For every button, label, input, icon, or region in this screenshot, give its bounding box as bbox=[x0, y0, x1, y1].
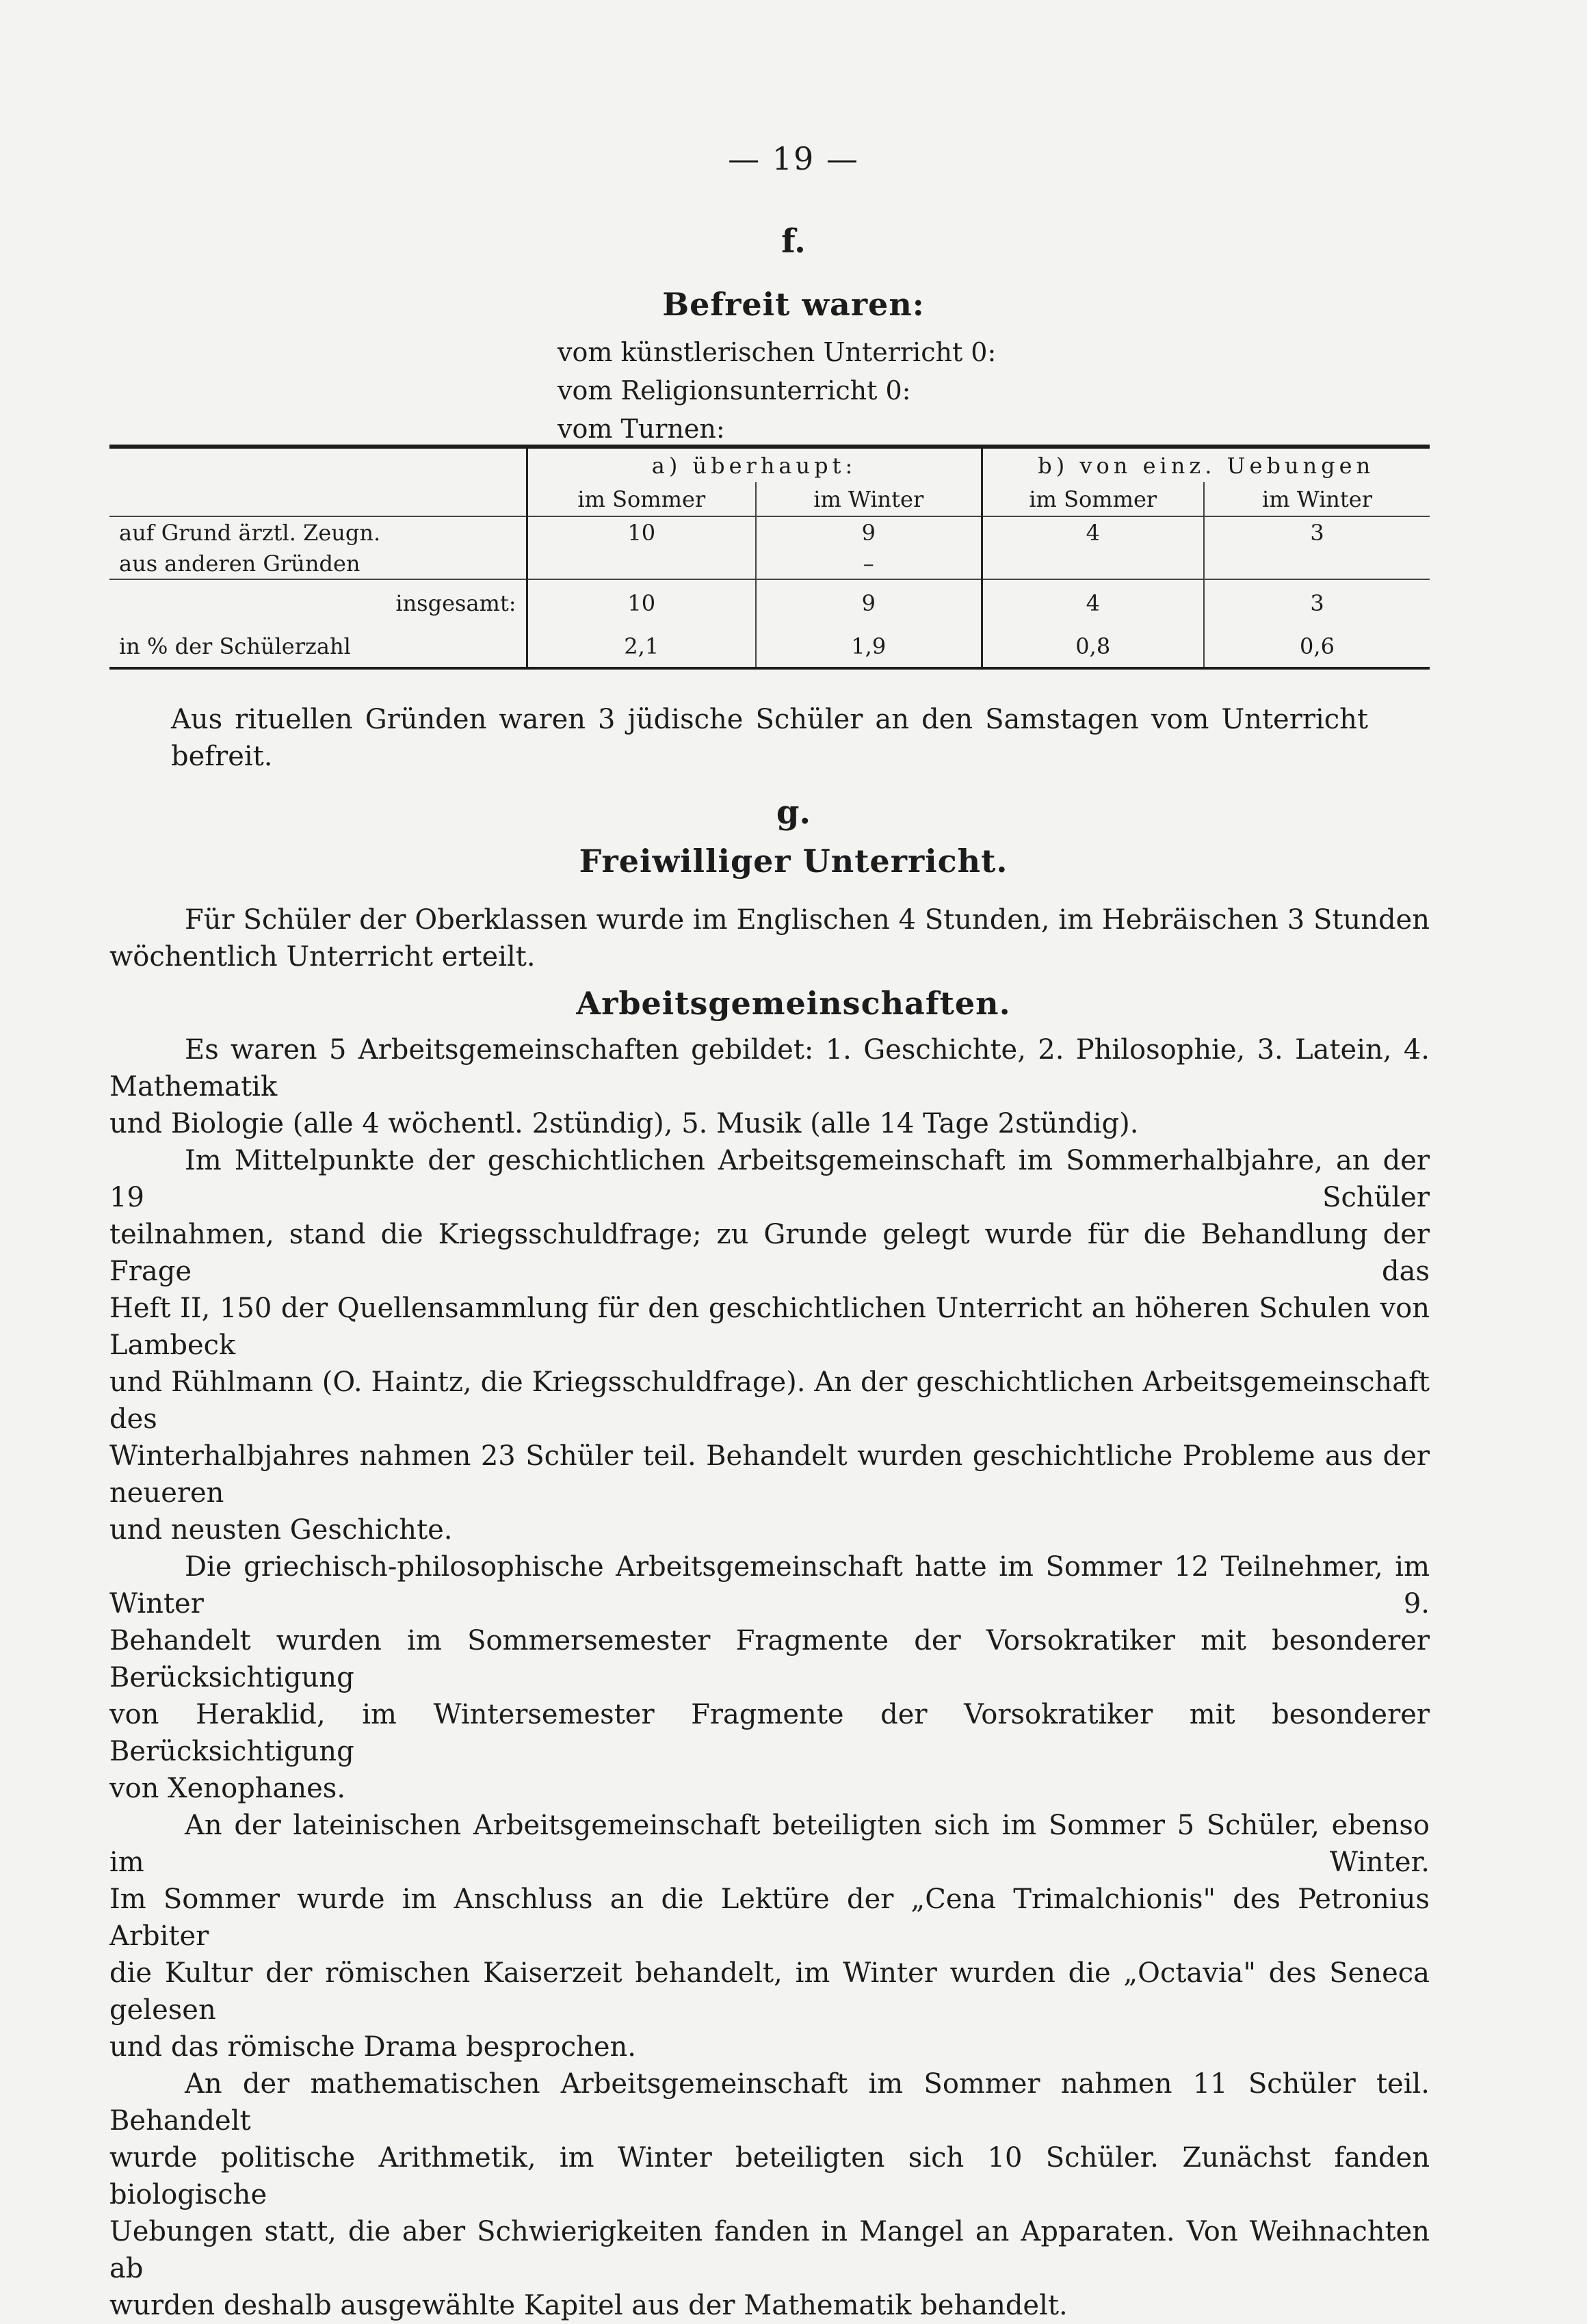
text-line: und Rühlmann (O. Haintz, die Kriegsschuldfrage). An der geschichtlichen Arbeitsgemeinschaft des bbox=[109, 1366, 1430, 1435]
table-row bbox=[109, 626, 1430, 668]
text-span: Die griechisch-philosophische Arbeitsgemeinschaft hatte im Sommer 12 Teilnehmer, im Winter 9. bbox=[109, 1551, 1430, 1620]
text-span: An der lateinischen Arbeitsgemeinschaft beteiligten sich im Sommer 5 Schüler, ebenso im Winter. bbox=[109, 1810, 1430, 1878]
exempt-line-sport: vom Turnen: bbox=[558, 414, 725, 444]
table-corner bbox=[109, 447, 527, 482]
cell bbox=[1204, 548, 1430, 579]
group-header-a: a) überhaupt: bbox=[527, 447, 982, 482]
text-line bbox=[109, 1548, 1430, 1622]
text-line: von Heraklid, im Wintersemester Fragmente der Vorsokratiker mit besonderer Berücksichtigung bbox=[109, 1699, 1430, 1767]
exempt-line-religion: vom Religionsunterricht 0: bbox=[558, 375, 911, 406]
text-line: und Biologie (alle 4 wöchentl. 2stündig), 5. Musik (alle 14 Tage 2stündig). bbox=[109, 1108, 1139, 1139]
arbeitsgemeinschaften-body bbox=[109, 1031, 1430, 2324]
col-header-a-winter: im Winter bbox=[756, 482, 982, 516]
cell bbox=[982, 548, 1204, 579]
text-line: Im Sommer wurde im Anschluss an die Lektüre der „Cena Trimalchionis" des Petronius Arbiter bbox=[109, 1884, 1430, 1952]
cell: 3 bbox=[1204, 579, 1430, 626]
text-line: wurde politische Arithmetik, im Winter beteiligten sich 10 Schüler. Zunächst fanden biologische bbox=[109, 2142, 1430, 2210]
cell: 9 bbox=[756, 516, 982, 548]
text-line: Heft II, 150 der Quellensammlung für den geschichtlichen Unterricht an höheren Schulen von Lambeck bbox=[109, 1293, 1430, 1361]
text-span: Für Schüler der Oberklassen wurde im Englischen 4 Stunden, im Hebräischen 3 Stunden bbox=[185, 904, 1430, 936]
ritual-note bbox=[171, 701, 1368, 775]
section-f-heading: Befreit waren: bbox=[662, 286, 925, 323]
group-header-b: b) von einz. Uebungen bbox=[982, 447, 1430, 482]
cell: 10 bbox=[527, 516, 756, 548]
col-header-b-winter: im Winter bbox=[1204, 482, 1430, 516]
section-f-letter: f. bbox=[781, 222, 806, 261]
text-span: Im Mittelpunkte der geschichtlichen Arbeitsgemeinschaft im Sommerhalbjahre, an der 19 Schüler bbox=[109, 1145, 1430, 1213]
section-g-heading: Freiwilliger Unterricht. bbox=[579, 843, 1008, 880]
text-line bbox=[109, 2065, 1430, 2139]
text-line bbox=[109, 901, 1430, 938]
ritual-note-text: Aus rituellen Gründen waren 3 jüdische Schüler an den Samstagen vom Unterricht befreit. bbox=[171, 704, 1368, 772]
text-line: und das römische Drama besprochen. bbox=[109, 2031, 636, 2063]
arbeitsgemeinschaften-heading: Arbeitsgemeinschaften. bbox=[576, 985, 1011, 1022]
section-g-letter: g. bbox=[776, 793, 811, 832]
text-line: wurden deshalb ausgewählte Kapitel aus der Mathematik behandelt. bbox=[109, 2290, 1068, 2321]
exemption-table bbox=[109, 445, 1430, 670]
text-line bbox=[109, 1142, 1430, 1216]
cell: 4 bbox=[982, 579, 1204, 626]
row-label: in % der Schülerzahl bbox=[119, 633, 351, 659]
text-span: Es waren 5 Arbeitsgemeinschaften gebildet: 1. Geschichte, 2. Philosophie, 3. Latein, 4. Mathematik bbox=[109, 1034, 1430, 1102]
table-row bbox=[109, 548, 1430, 579]
section-g-text bbox=[109, 901, 1430, 975]
cell: 0,6 bbox=[1204, 626, 1430, 668]
cell: 3 bbox=[1204, 516, 1430, 548]
text-line: und neusten Geschichte. bbox=[109, 1514, 453, 1546]
text-line: die Kultur der römischen Kaiserzeit behandelt, im Winter wurden die „Octavia" des Seneca gelesen bbox=[109, 1957, 1430, 2026]
text-line: Behandelt wurden im Sommersemester Fragmente der Vorsokratiker mit besonderer Berücksichtigung bbox=[109, 1625, 1430, 1693]
text-line: Winterhalbjahres nahmen 23 Schüler teil. Behandelt wurden geschichtliche Probleme aus der neueren bbox=[109, 1440, 1430, 1509]
row-label: aus anderen Gründen bbox=[119, 550, 360, 577]
col-header-a-summer: im Sommer bbox=[527, 482, 756, 516]
row-label: auf Grund ärztl. Zeugn. bbox=[119, 519, 381, 546]
text-line: von Xenophanes. bbox=[109, 1773, 346, 1804]
exempt-line-art: vom künstlerischen Unterricht 0: bbox=[558, 337, 997, 367]
row-label: insgesamt: bbox=[395, 590, 516, 616]
cell: 2,1 bbox=[527, 626, 756, 668]
table-row bbox=[109, 516, 1430, 548]
cell: 1,9 bbox=[756, 626, 982, 668]
text-line: Uebungen statt, die aber Schwierigkeiten fanden in Mangel an Apparaten. Von Weihnachten ab bbox=[109, 2216, 1430, 2284]
cell bbox=[527, 548, 756, 579]
cell: 4 bbox=[982, 516, 1204, 548]
table-row bbox=[109, 579, 1430, 626]
col-header-b-summer: im Sommer bbox=[982, 482, 1204, 516]
text-line bbox=[109, 1807, 1430, 1881]
page-number: — 19 — bbox=[728, 140, 859, 177]
cell: 9 bbox=[756, 579, 982, 626]
cell: 10 bbox=[527, 579, 756, 626]
text-line: wöchentlich Unterricht erteilt. bbox=[109, 941, 536, 973]
text-line bbox=[109, 1031, 1430, 1105]
text-span: An der mathematischen Arbeitsgemeinschaft im Sommer nahmen 11 Schüler teil. Behandelt bbox=[109, 2068, 1430, 2137]
exempt-list bbox=[558, 333, 996, 448]
text-line: teilnahmen, stand die Kriegsschuldfrage; zu Grunde gelegt wurde für die Behandlung der Frage das bbox=[109, 1219, 1430, 1287]
cell: – bbox=[756, 548, 982, 579]
table-corner-2 bbox=[109, 482, 527, 516]
cell: 0,8 bbox=[982, 626, 1204, 668]
